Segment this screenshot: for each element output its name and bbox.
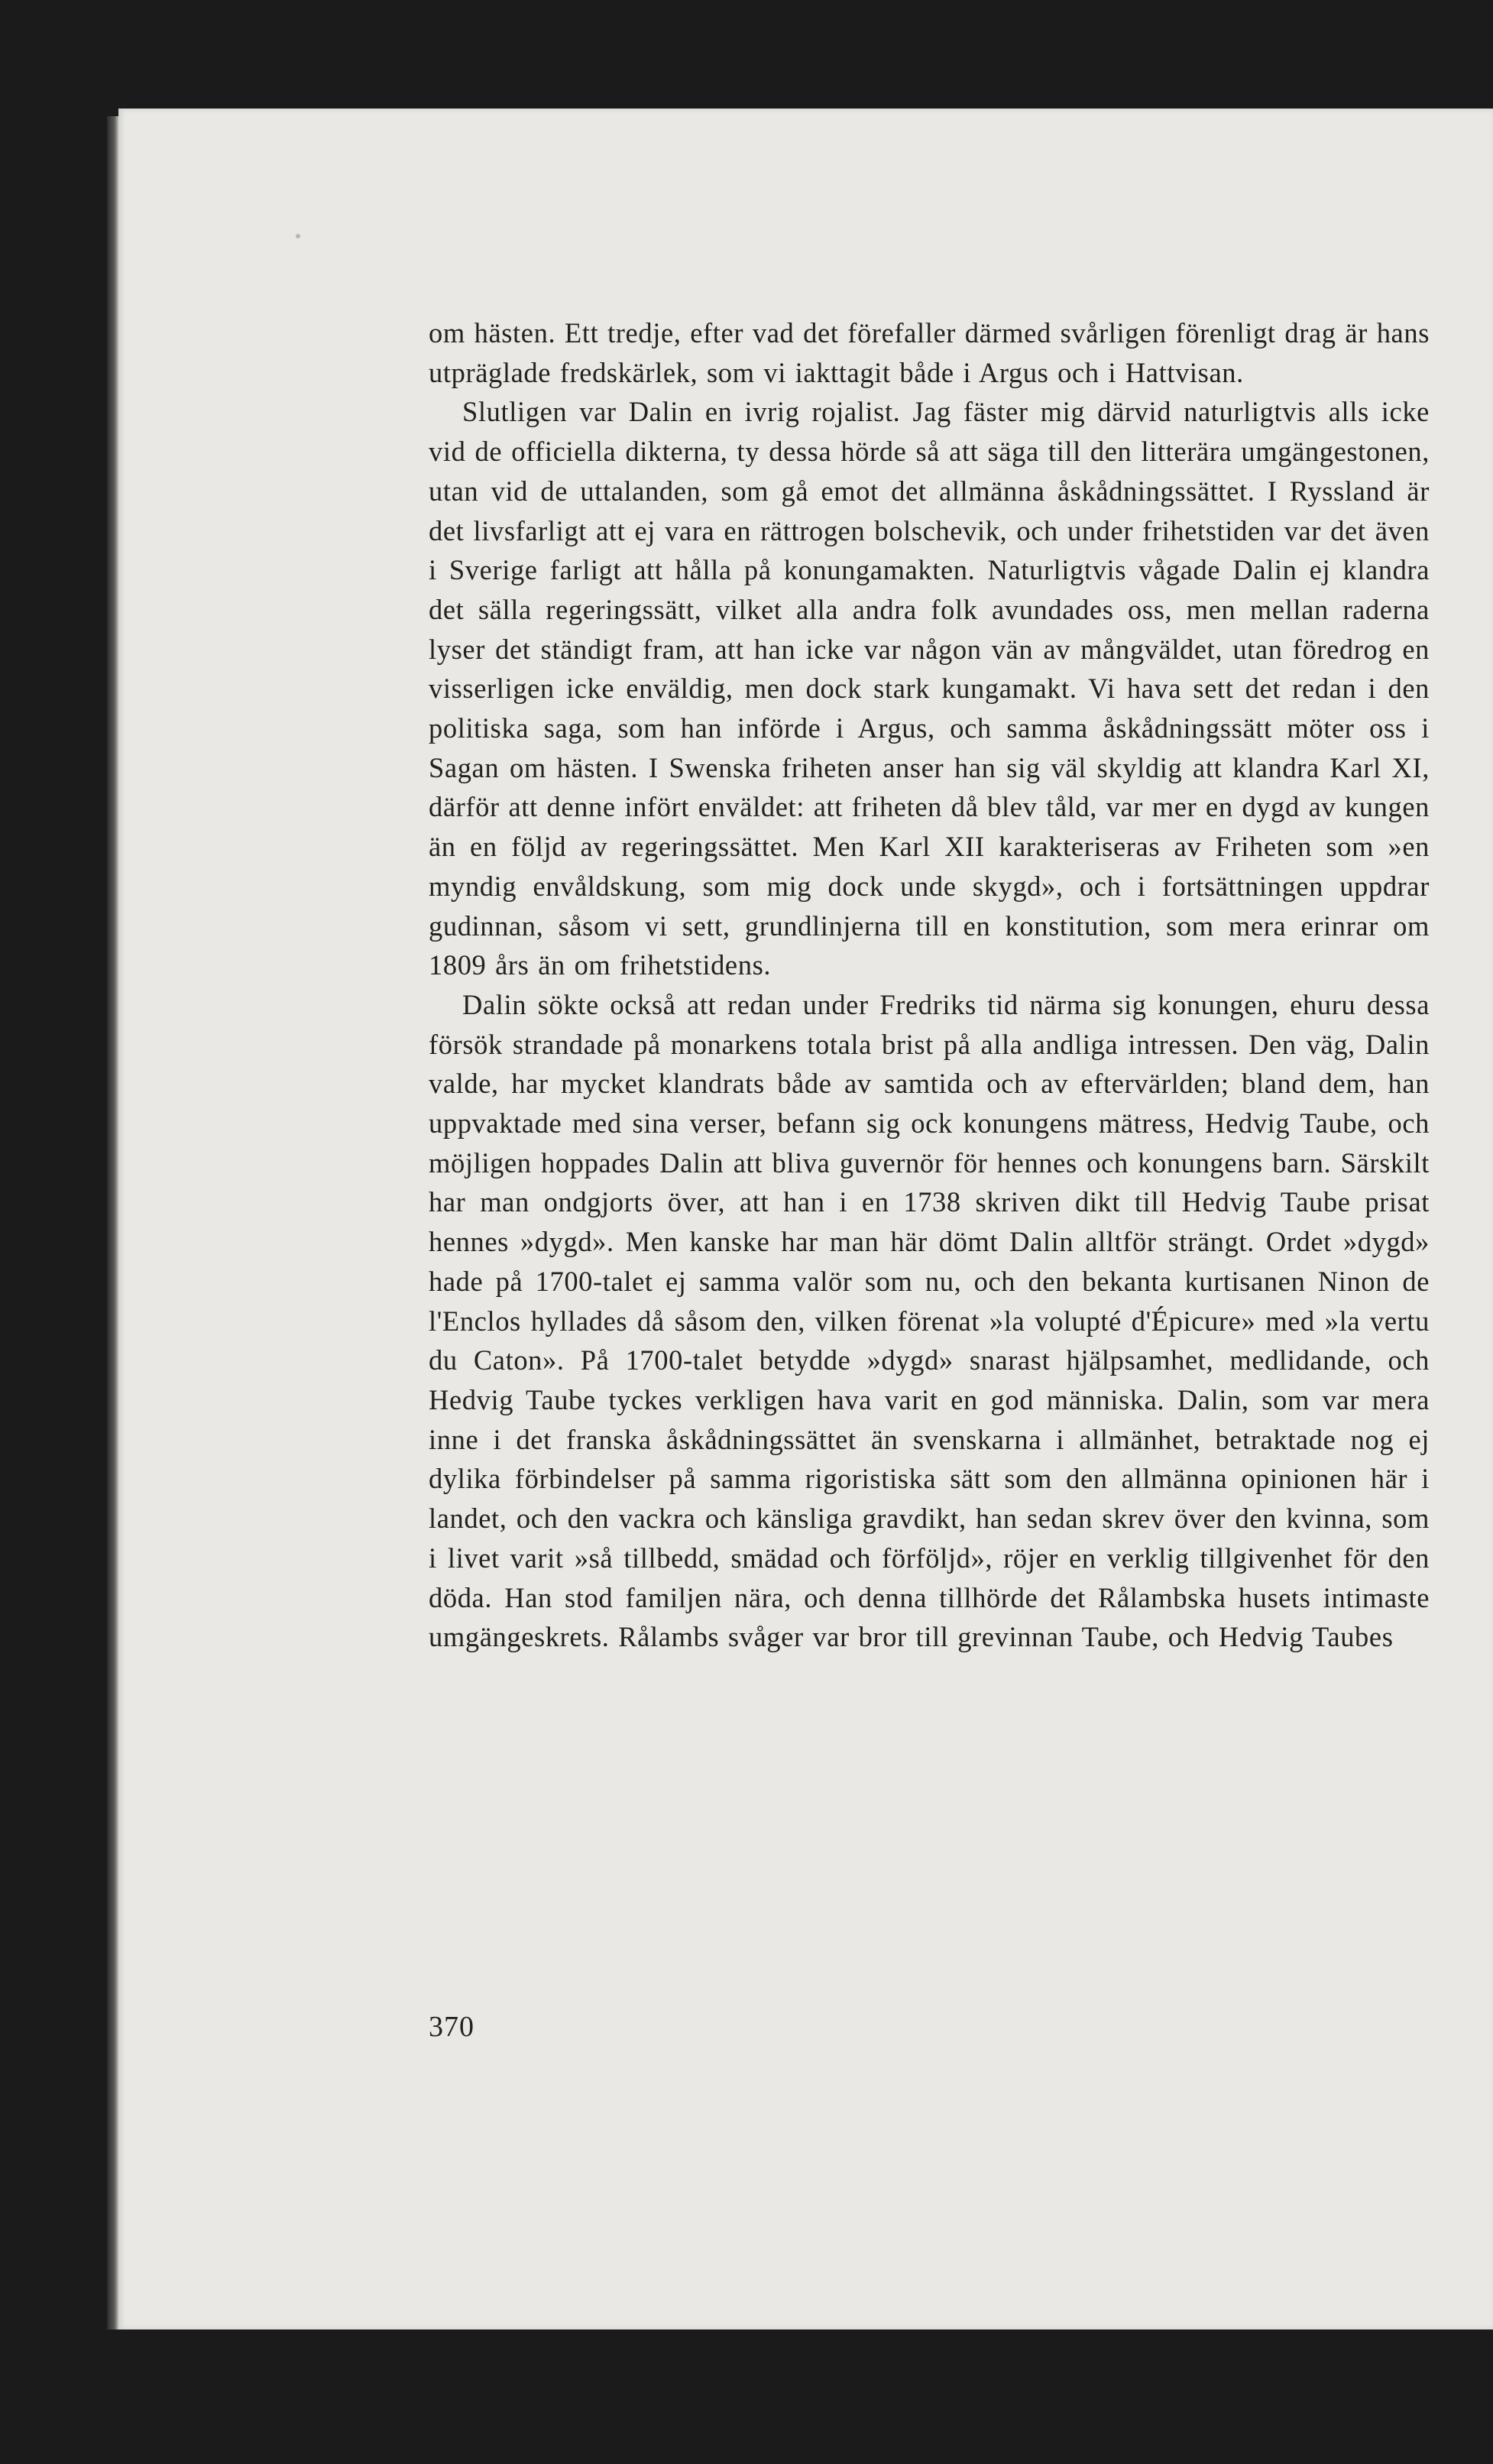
paragraph-1: om hästen. Ett tredje, efter vad det förefaller därmed svårligen förenligt drag är hans utpräglade fredskärlek, som vi iakttagit både i Argus och i Hattvisan.	[429, 317, 1430, 388]
paragraph-2: Slutligen var Dalin en ivrig rojalist. Jag fäster mig därvid naturligtvis alls icke vid de officiella dikterna, ty dessa hörde så att säga till den litterära umgängestonen, utan vid de uttalanden, som gå emot det allmänna åskådningssättet. I Ryssland är det livsfarligt att ej vara en rättrogen bolschevik, och under frihetstiden var det även i Sverige farligt att hålla på konungamakten. Naturligtvis vågade Dalin ej klandra det sälla regeringssätt, vilket alla andra folk avundades oss, men mellan raderna lyser det ständigt fram, att han icke var någon vän av mångväldet, utan föredrog en visserligen icke enväldig, men dock stark kungamakt. Vi hava sett det redan i den politiska saga, som han införde i Argus, och samma åskådningssätt möter oss i Sagan om hästen. I Swenska friheten anser han sig väl skyldig att klandra Karl XI, därför att denne infört enväldet: att friheten då blev tåld, var mer en dygd av kungen än en följd av regeringssättet. Men Karl XII karakteriseras av Friheten som »en myndig envåldskung, som mig dock unde skygd», och i fortsättningen uppdrar gudinnan, såsom vi sett, grundlinjerna till en konstitution, som mera erinrar om 1809 års än om frihetstidens.	[429, 396, 1430, 981]
body-text	[429, 313, 1430, 1657]
paper-speck	[296, 234, 300, 238]
page-edge-shadow	[107, 116, 119, 2329]
paragraph-3: Dalin sökte också att redan under Fredriks tid närma sig konungen, ehuru dessa försök strandade på monarkens totala brist på alla andliga intressen. Den väg, Dalin valde, har mycket klandrats både av samtida och av eftervärlden; bland dem, han uppvaktade med sina verser, befann sig ock konungens mätress, Hedvig Taube, och möjligen hoppades Dalin att bliva guvernör för hennes och konungens barn. Särskilt har man ondgjorts över, att han i en 1738 skriven dikt till Hedvig Taube prisat hennes »dygd». Men kanske har man här dömt Dalin alltför strängt. Ordet »dygd» hade på 1700-talet ej samma valör som nu, och den bekanta kurtisanen Ninon de l'Enclos hyllades då såsom den, vilken förenat »la volupté d'Épicure» med »la vertu du Caton». På 1700-talet betydde »dygd» snarast hjälpsamhet, medlidande, och Hedvig Taube tyckes verkligen hava varit en god människa. Dalin, som var mera inne i det franska åskådningssättet än svenskarna i allmänhet, betraktade nog ej dylika förbindelser på samma rigoristiska sätt som den allmänna opinionen här i landet, och den vackra och känsliga gravdikt, han sedan skrev över den kvinna, som i livet varit »så tillbedd, smädad och förföljd», röjer en verklig tillgivenhet för den döda. Han stod familjen nära, och denna tillhörde det Rålambska husets intimaste umgängeskrets. Rålambs svåger var bror till grevinnan Taube, och Hedvig Taubes	[429, 988, 1430, 1653]
page-number: 370	[429, 2011, 474, 2043]
